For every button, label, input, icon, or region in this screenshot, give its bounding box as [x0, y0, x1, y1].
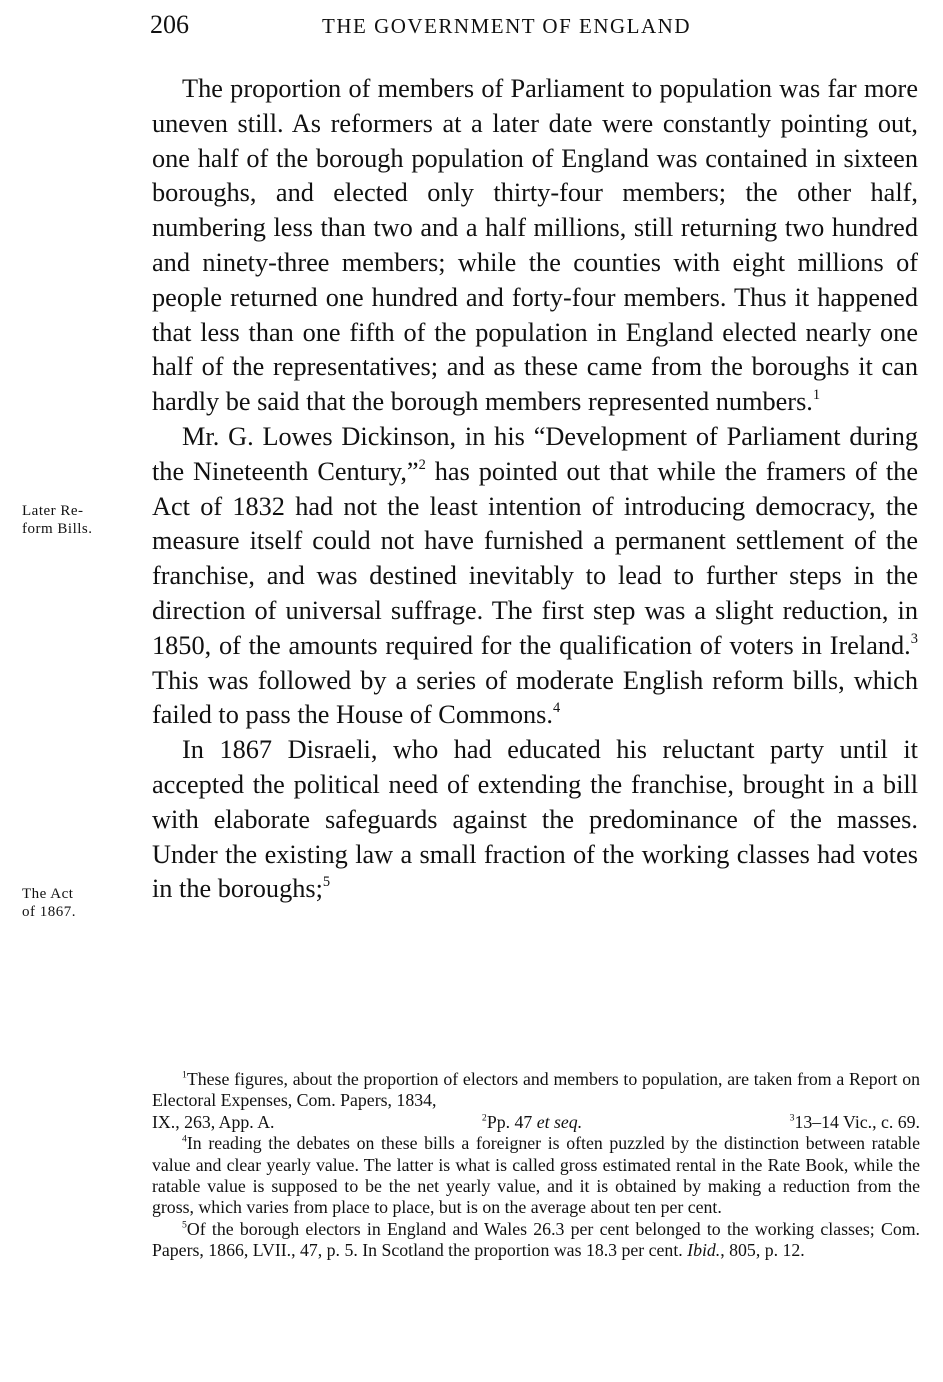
footnote-ref: 4: [552, 700, 561, 717]
footnote-text: Of the borough electors in England and Wales 26.3 per cent belonged to the working classes; Com. Papers, 1866, LVII., 47, p. 5. In Scotland the proportion was 18.3 per cent.: [152, 1218, 920, 1261]
margin-note-act-1867: [22, 885, 132, 921]
running-head: THE GOVERNMENT OF ENGLAND: [322, 14, 692, 38]
footnote-text: These figures, about the proportion of electors and members to population, are taken from a Report on Electoral Expenses, Com. Papers, 1834,: [152, 1069, 920, 1111]
footnote-text: Pp. 47: [486, 1111, 537, 1132]
footnote-1-tail: IX., 263, App. A.: [152, 1111, 275, 1132]
footnote-ref: 2: [418, 456, 426, 473]
margin-note-line: form Bills.: [22, 521, 93, 537]
footnote-mark: 1: [182, 1069, 187, 1081]
paragraph-text: In 1867 Disraeli, who had educated his reluctant party until it accepted the political need of extending the franchise, brought in a bill with elaborate safeguards against the predominance of the masses. Under the existing law a small fraction of the working classes had votes in the boroughs;: [152, 735, 918, 904]
paragraph-text: has pointed out that while the framers of the Act of 1832 had not the least intention of introducing democracy, the measure itself could not have furnished a permanent settlement of the franchise, and was destined inevitably to lead to further steps in the direction of universal suffrage. The first step was a slight reduction, in 1850, of the amounts required for the qualification of voters in Ireland.: [152, 456, 918, 660]
margin-note-line: of 1867.: [22, 904, 76, 920]
footnote-text: 13–14 Vic., c. 69.: [794, 1111, 920, 1132]
footnote-5: [152, 1219, 920, 1262]
footnote-mark: 4: [182, 1133, 187, 1145]
page-number: 206: [150, 10, 189, 39]
footnote-italic: Ibid.: [687, 1240, 721, 1261]
margin-note-later-reform: [22, 502, 132, 538]
paragraph: [152, 733, 918, 907]
footnote-text: In reading the debates on these bills a foreigner is often puzzled by the distinction between ratable value and clear yearly value. The latter is what is called gross estimated rental in the Rate Book, while the ratable value is supposed to be the net yearly value, and it is obtained by making a reduction from the gross, which varies from place to place, but is on the average about ten per cent.: [152, 1133, 920, 1218]
page-header: [150, 8, 920, 42]
footnote-row: [152, 1112, 920, 1133]
footnote-4: [152, 1133, 920, 1219]
paragraph: [152, 72, 918, 420]
footnotes: [152, 1069, 920, 1262]
footnote-2: [482, 1112, 582, 1133]
footnote-ref: 3: [910, 630, 918, 647]
body-text: [152, 72, 918, 907]
footnote-mark: 3: [789, 1112, 795, 1124]
margin-note-line: The Act: [22, 886, 74, 902]
footnote-text: , 805, p. 12.: [720, 1240, 805, 1261]
footnote-mark: 5: [182, 1219, 187, 1231]
paragraph-text: The proportion of members of Parliament to population was far more uneven still. As reformers at a later date were constantly pointing out, one half of the borough population of England was contained in sixteen boroughs, and elected only thirty-four members; the other half, numbering less than two and a half millions, still returning two hundred and ninety-three members; while the counties with eight millions of people returned one hundred and forty-four members. Thus it happened that less than one fifth of the population in England elected nearly one half of the representatives; and as these came from the boroughs it can hardly be said that the borough members represented numbers.: [152, 74, 918, 417]
footnote-ref: 1: [812, 387, 821, 404]
footnote-ref: 5: [322, 874, 331, 891]
footnote-mark: 2: [481, 1112, 487, 1124]
footnote-1: [152, 1069, 920, 1112]
footnote-italic: et seq.: [536, 1111, 583, 1132]
paragraph: [152, 420, 918, 733]
margin-note-line: Later Re-: [22, 503, 84, 519]
paragraph-text: This was followed by a series of moderate English reform bills, which failed to pass the House of Commons.: [152, 665, 918, 730]
paragraph-text: Mr. G. Lowes Dickinson, in his “Development of Parliament during the Nineteenth Century,”: [152, 421, 918, 486]
footnote-3: [790, 1112, 920, 1133]
